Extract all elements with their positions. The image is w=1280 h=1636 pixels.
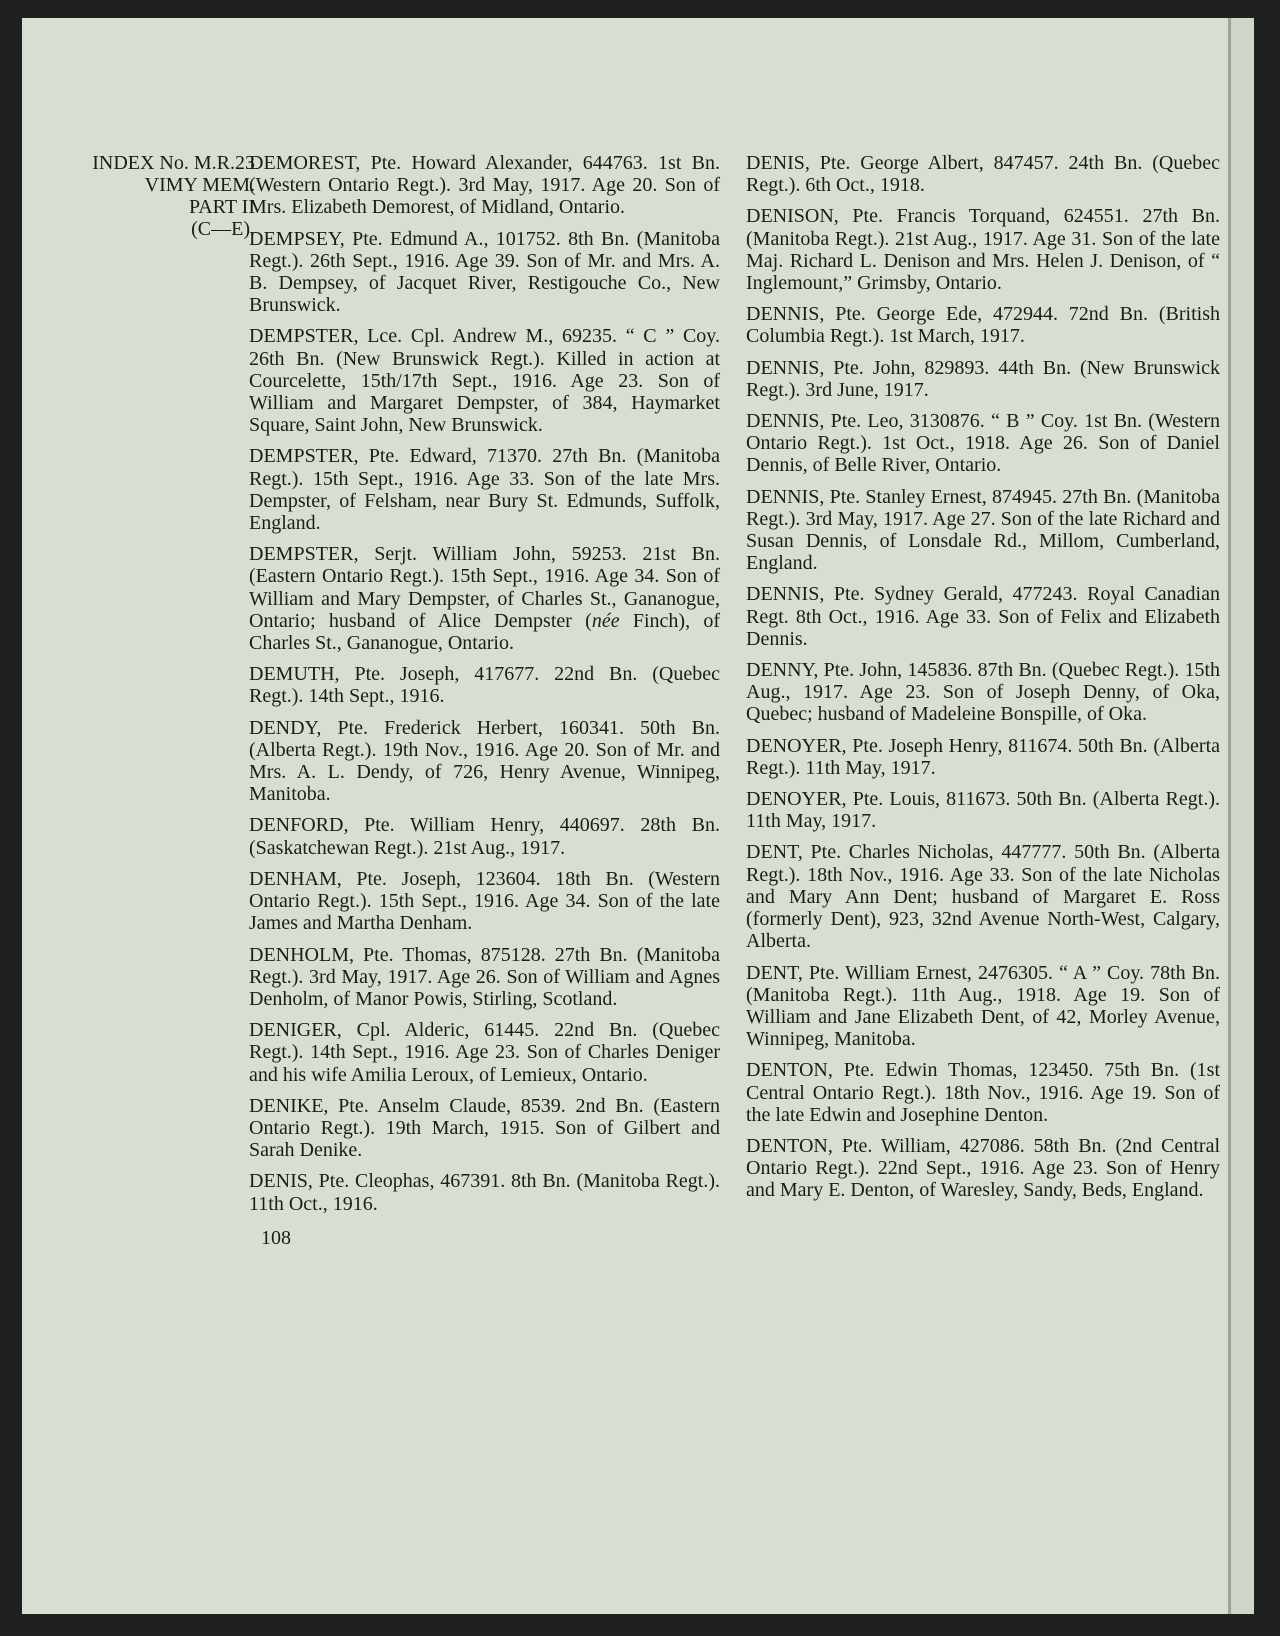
entry: DENOYER, Pte. Louis, 811673. 50th Bn. (Alberta Regt.). 11th May, 1917. <box>746 788 1220 833</box>
entry: DENNY, Pte. John, 145836. 87th Bn. (Quebec Regt.). 15th Aug., 1917. Age 23. Son of Joseph Denny, of Oka, Quebec; husband of Madeleine Bonspille, of Oka. <box>746 659 1220 726</box>
entry: DEMPSEY, Pte. Edmund A., 101752. 8th Bn. (Manitoba Regt.). 26th Sept., 1916. Age 39. Son of Mr. and Mrs. A. B. Dempsey, of Jacquet River, Restigouche Co., New Brunswick. <box>249 227 720 317</box>
entry: DENIS, Pte. Cleophas, 467391. 8th Bn. (Manitoba Regt.). 11th Oct., 1916. <box>249 1170 720 1215</box>
entry: DEMUTH, Pte. Joseph, 417677. 22nd Bn. (Quebec Regt.). 14th Sept., 1916. <box>249 663 720 708</box>
entry: DEMPSTER, Pte. Edward, 71370. 27th Bn. (Manitoba Regt.). 15th Sept., 1916. Age 33. Son of the late Mrs. Dempster, of Felsham, near Bury St. Edmunds, Suffolk, England. <box>249 445 720 535</box>
entry: DEMOREST, Pte. Howard Alexander, 644763. 1st Bn. (Western Ontario Regt.). 3rd May, 1917. Age 20. Son of Mrs. Elizabeth Demorest, of Midland, Ontario. <box>249 152 720 219</box>
entry-italic-text: née <box>591 609 620 632</box>
entry: DENNIS, Pte. Sydney Gerald, 477243. Royal Canadian Regt. 8th Oct., 1916. Age 33. Son of Felix and Elizabeth Dennis. <box>746 583 1220 650</box>
index-header <box>40 152 255 240</box>
entry-text: Finch), of Charles St., Gananogue, Ontario. <box>249 609 720 655</box>
entry: DENTON, Pte. Edwin Thomas, 123450. 75th Bn. (1st Central Ontario Regt.). 18th Nov., 1916. Age 19. Son of the late Edwin and Josephine Denton. <box>746 1059 1220 1126</box>
entry: DENNIS, Pte. George Ede, 472944. 72nd Bn. (British Columbia Regt.). 1st March, 1917. <box>746 303 1220 348</box>
entry: DENFORD, Pte. William Henry, 440697. 28th Bn. (Saskatchewan Regt.). 21st Aug., 1917. <box>249 814 720 859</box>
entry: DENIGER, Cpl. Alderic, 61445. 22nd Bn. (Quebec Regt.). 14th Sept., 1916. Age 23. Son of Charles Deniger and his wife Amilia Leroux, of Lemieux, Ontario. <box>249 1019 720 1086</box>
left-column <box>249 152 720 1249</box>
entry: DENIS, Pte. George Albert, 847457. 24th Bn. (Quebec Regt.). 6th Oct., 1918. <box>746 152 1220 197</box>
entry: DENNIS, Pte. Stanley Ernest, 874945. 27th Bn. (Manitoba Regt.). 3rd May, 1917. Age 27. Son of the late Richard and Susan Dennis, of Lonsdale Rd., Millom, Cumberland, England. <box>746 485 1220 575</box>
entry <box>249 543 720 654</box>
entry: DENT, Pte. William Ernest, 2476305. “ A ” Coy. 78th Bn. (Manitoba Regt.). 11th Aug., 1918. Age 19. Son of William and Jane Elizabeth Dent, of 42, Morley Avenue, Winnipeg, Manitoba. <box>746 961 1220 1051</box>
entry: DENDY, Pte. Frederick Herbert, 160341. 50th Bn. (Alberta Regt.). 19th Nov., 1916. Age 20. Son of Mr. and Mrs. A. L. Dendy, of 726, Henry Avenue, Winnipeg, Manitoba. <box>249 716 720 806</box>
part-number: PART II <box>188 196 255 218</box>
memorial-name: VIMY MEM. <box>144 174 255 196</box>
entry: DENHAM, Pte. Joseph, 123604. 18th Bn. (Western Ontario Regt.). 15th Sept., 1916. Age 34. Son of the late James and Martha Denham. <box>249 867 720 935</box>
entry-text: DEMPSTER, Serjt. William John, 59253. 21st Bn. (Eastern Ontario Regt.). 15th Sept., 1916. Age 34. Son of William and Mary Dempster, of Charles St., Gananogue, Ontario; husband of Alice Dempster ( <box>249 543 720 632</box>
entry: DENISON, Pte. Francis Torquand, 624551. 27th Bn. (Manitoba Regt.). 21st Aug., 1917. Age 31. Son of the late Maj. Richard L. Denison and Mrs. Helen J. Denison, of “ Inglemount,” Grimsby, Ontario. <box>746 205 1220 295</box>
entry: DENT, Pte. Charles Nicholas, 447777. 50th Bn. (Alberta Regt.). 18th Nov., 1916. Age 33. Son of the late Nicholas and Mary Ann Dent; husband of Margaret E. Ross (formerly Dent), 923, 32nd Avenue North-West, Calgary, Alberta. <box>746 841 1220 953</box>
entry: DENHOLM, Pte. Thomas, 875128. 27th Bn. (Manitoba Regt.). 3rd May, 1917. Age 26. Son of William and Agnes Denholm, of Manor Powis, Stirling, Scotland. <box>249 943 720 1010</box>
page-number: 108 <box>261 1226 291 1249</box>
entry: DENOYER, Pte. Joseph Henry, 811674. 50th Bn. (Alberta Regt.). 11th May, 1917. <box>746 734 1220 779</box>
entry: DENNIS, Pte. Leo, 3130876. “ B ” Coy. 1st Bn. (Western Ontario Regt.). 1st Oct., 1918. Age 26. Son of Daniel Dennis, of Belle River, Ontario. <box>746 410 1220 477</box>
right-column <box>746 152 1220 1211</box>
index-number: INDEX No. M.R.23 <box>92 152 255 174</box>
entry: DEMPSTER, Lce. Cpl. Andrew M., 69235. “ C ” Coy. 26th Bn. (New Brunswick Regt.). Killed in action at Courcelette, 15th/17th Sept., 1916. Age 23. Son of William and Margaret Dempster, of 384, Haymarket Square, Saint John, New Brunswick. <box>249 325 720 437</box>
entry: DENNIS, Pte. John, 829893. 44th Bn. (New Brunswick Regt.). 3rd June, 1917. <box>746 356 1220 401</box>
page-gutter <box>1228 18 1254 1614</box>
letter-range: (C—E). <box>191 218 255 240</box>
document-page <box>22 18 1254 1614</box>
entry: DENTON, Pte. William, 427086. 58th Bn. (2nd Central Ontario Regt.). 22nd Sept., 1916. Age 23. Son of Henry and Mary E. Denton, of Waresley, Sandy, Beds, England. <box>746 1134 1220 1202</box>
entry: DENIKE, Pte. Anselm Claude, 8539. 2nd Bn. (Eastern Ontario Regt.). 19th March, 1915. Son of Gilbert and Sarah Denike. <box>249 1094 720 1162</box>
